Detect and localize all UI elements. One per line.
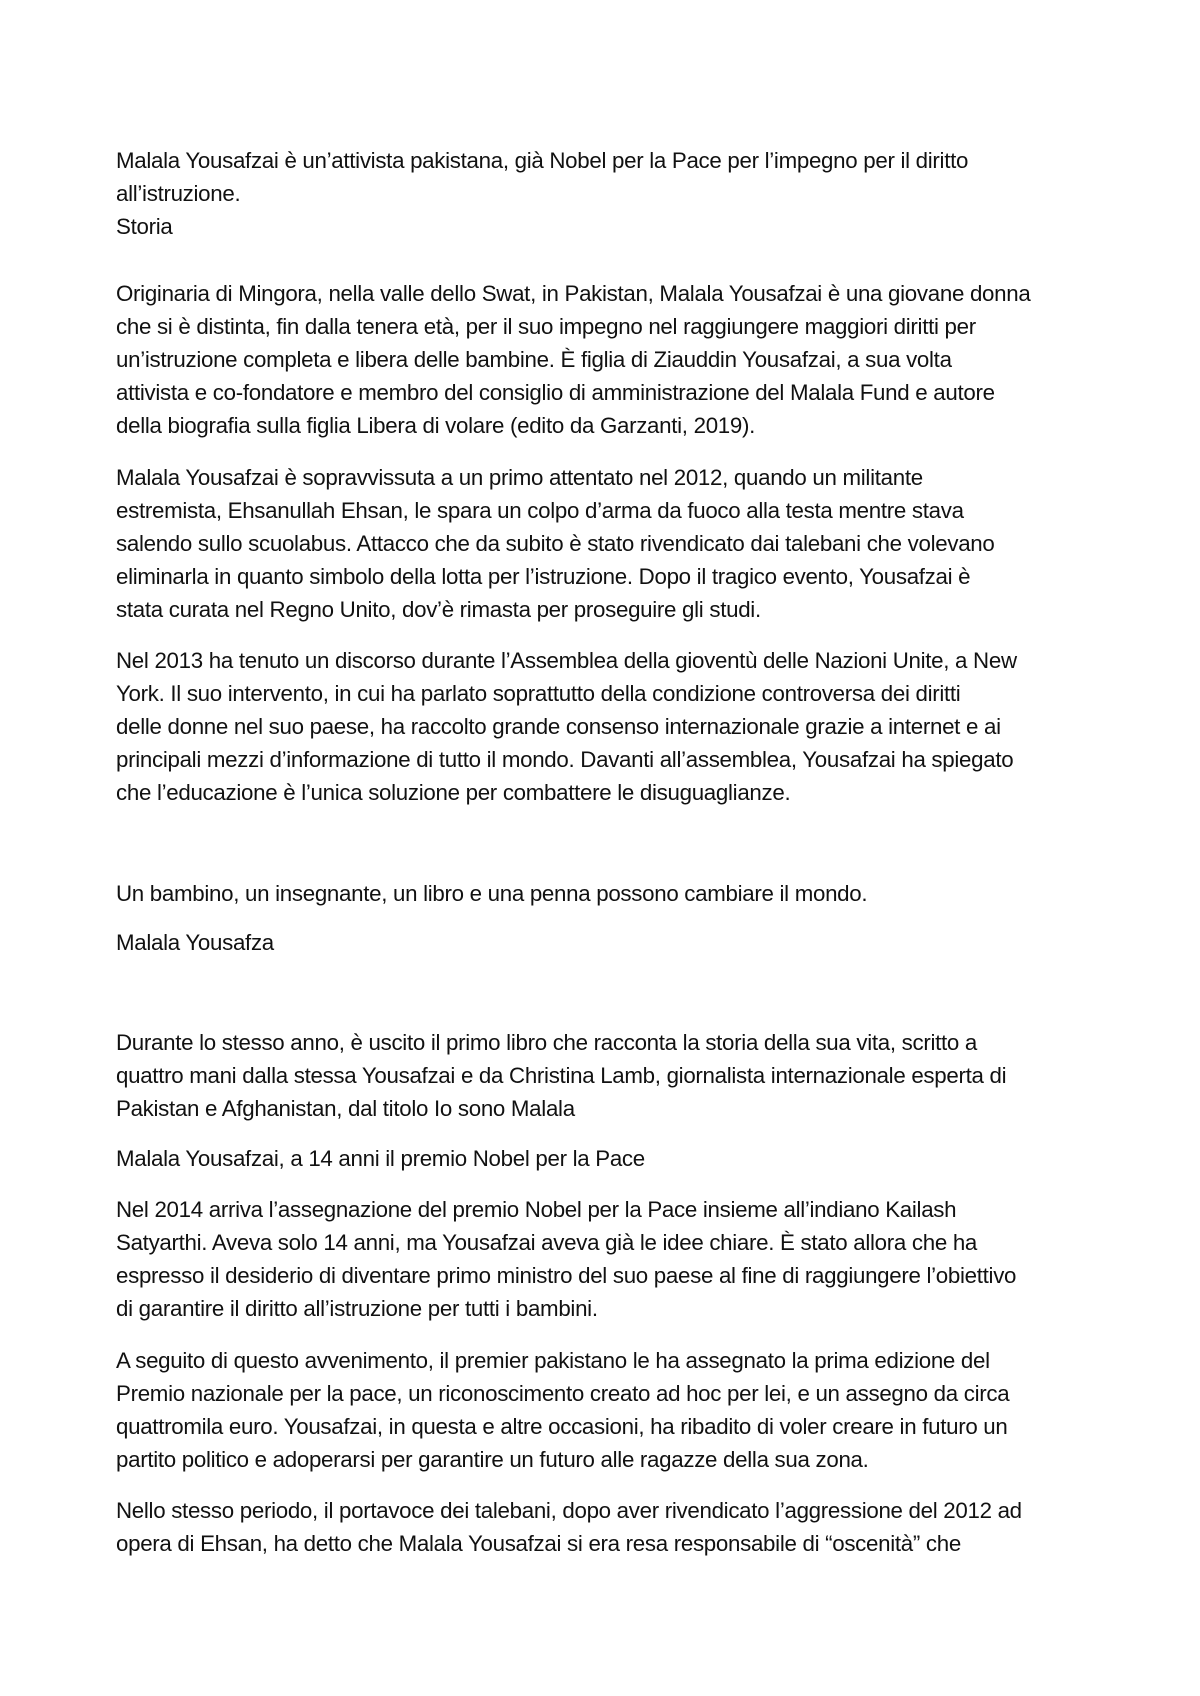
text-line: delle donne nel suo paese, ha raccolto grande consenso internazionale grazie a internet e ai	[116, 714, 1001, 739]
quote	[116, 877, 1096, 910]
text-line: salendo sullo scuolabus. Attacco che da subito è stato rivendicato dai talebani che volevano	[116, 531, 995, 556]
text-line: York. Il suo intervento, in cui ha parlato soprattutto della condizione controversa dei diritti	[116, 681, 961, 706]
text-line: Nel 2013 ha tenuto un discorso durante l’Assemblea della gioventù delle Nazioni Unite, a New	[116, 648, 1017, 673]
body-paragraph	[116, 277, 1096, 442]
text-line: Originaria di Mingora, nella valle dello Swat, in Pakistan, Malala Yousafzai è una giovane donna	[116, 281, 1031, 306]
text-line: opera di Ehsan, ha detto che Malala Yousafzai si era resa responsabile di “oscenità” che	[116, 1531, 961, 1556]
text-line: Satyarthi. Aveva solo 14 anni, ma Yousafzai aveva già le idee chiare. È stato allora che ha	[116, 1230, 978, 1255]
text-line: principali mezzi d’informazione di tutto il mondo. Davanti all’assemblea, Yousafzai ha spiegato	[116, 747, 1014, 772]
text-line: della biografia sulla figlia Libera di volare (edito da Garzanti, 2019).	[116, 413, 756, 438]
text-line: Durante lo stesso anno, è uscito il primo libro che racconta la storia della sua vita, scritto a	[116, 1030, 978, 1055]
body-paragraph	[116, 1344, 1096, 1476]
text-line: Malala Yousafzai è sopravvissuta a un primo attentato nel 2012, quando un militante	[116, 465, 923, 490]
text-line: che si è distinta, fin dalla tenera età, per il suo impegno nel raggiungere maggiori diritti per	[116, 314, 976, 339]
text-line: stata curata nel Regno Unito, dov’è rimasta per proseguire gli studi.	[116, 597, 761, 622]
text-line: di garantire il diritto all’istruzione per tutti i bambini.	[116, 1296, 598, 1321]
body-paragraph	[116, 1494, 1096, 1560]
text-line: Nello stesso periodo, il portavoce dei talebani, dopo aver rivendicato l’aggressione del 2012 ad	[116, 1498, 1022, 1523]
text-line: quattromila euro. Yousafzai, in questa e altre occasioni, ha ribadito di voler creare in futuro un	[116, 1414, 1008, 1439]
body-paragraph	[116, 1026, 1096, 1125]
body-paragraph	[116, 644, 1096, 809]
body-paragraph	[116, 461, 1096, 626]
quote-attribution	[116, 926, 1096, 959]
text-line: Pakistan e Afghanistan, dal titolo Io sono Malala	[116, 1096, 575, 1121]
section-heading	[116, 210, 1096, 243]
section-heading	[116, 1142, 1096, 1175]
text-line: all’istruzione.	[116, 181, 241, 206]
body-paragraph	[116, 1193, 1096, 1325]
text-line: espresso il desiderio di diventare primo ministro del suo paese al fine di raggiungere l’obiettivo	[116, 1263, 1017, 1288]
text-line: Malala Yousafza	[116, 930, 274, 955]
text-line: A seguito di questo avvenimento, il premier pakistano le ha assegnato la prima edizione del	[116, 1348, 990, 1373]
text-line: Malala Yousafzai è un’attivista pakistana, già Nobel per la Pace per l’impegno per il diritto	[116, 148, 969, 173]
text-line: Malala Yousafzai, a 14 anni il premio Nobel per la Pace	[116, 1146, 645, 1171]
text-line: Storia	[116, 214, 173, 239]
text-line: che l’educazione è l’unica soluzione per combattere le disuguaglianze.	[116, 780, 791, 805]
text-line: Nel 2014 arriva l’assegnazione del premio Nobel per la Pace insieme all’indiano Kailash	[116, 1197, 957, 1222]
text-line: attivista e co-fondatore e membro del consiglio di amministrazione del Malala Fund e autore	[116, 380, 995, 405]
text-line: estremista, Ehsanullah Ehsan, le spara un colpo d’arma da fuoco alla testa mentre stava	[116, 498, 964, 523]
text-line: partito politico e adoperarsi per garantire un futuro alle ragazze della sua zona.	[116, 1447, 869, 1472]
text-line: quattro mani dalla stessa Yousafzai e da Christina Lamb, giornalista internazionale esperta di	[116, 1063, 1007, 1088]
text-line: eliminarla in quanto simbolo della lotta per l’istruzione. Dopo il tragico evento, Yousafzai è	[116, 564, 971, 589]
intro-paragraph	[116, 144, 1096, 210]
text-line: Un bambino, un insegnante, un libro e una penna possono cambiare il mondo.	[116, 881, 868, 906]
text-line: un’istruzione completa e libera delle bambine. È figlia di Ziauddin Yousafzai, a sua volta	[116, 347, 952, 372]
text-line: Premio nazionale per la pace, un riconoscimento creato ad hoc per lei, e un assegno da circa	[116, 1381, 1010, 1406]
